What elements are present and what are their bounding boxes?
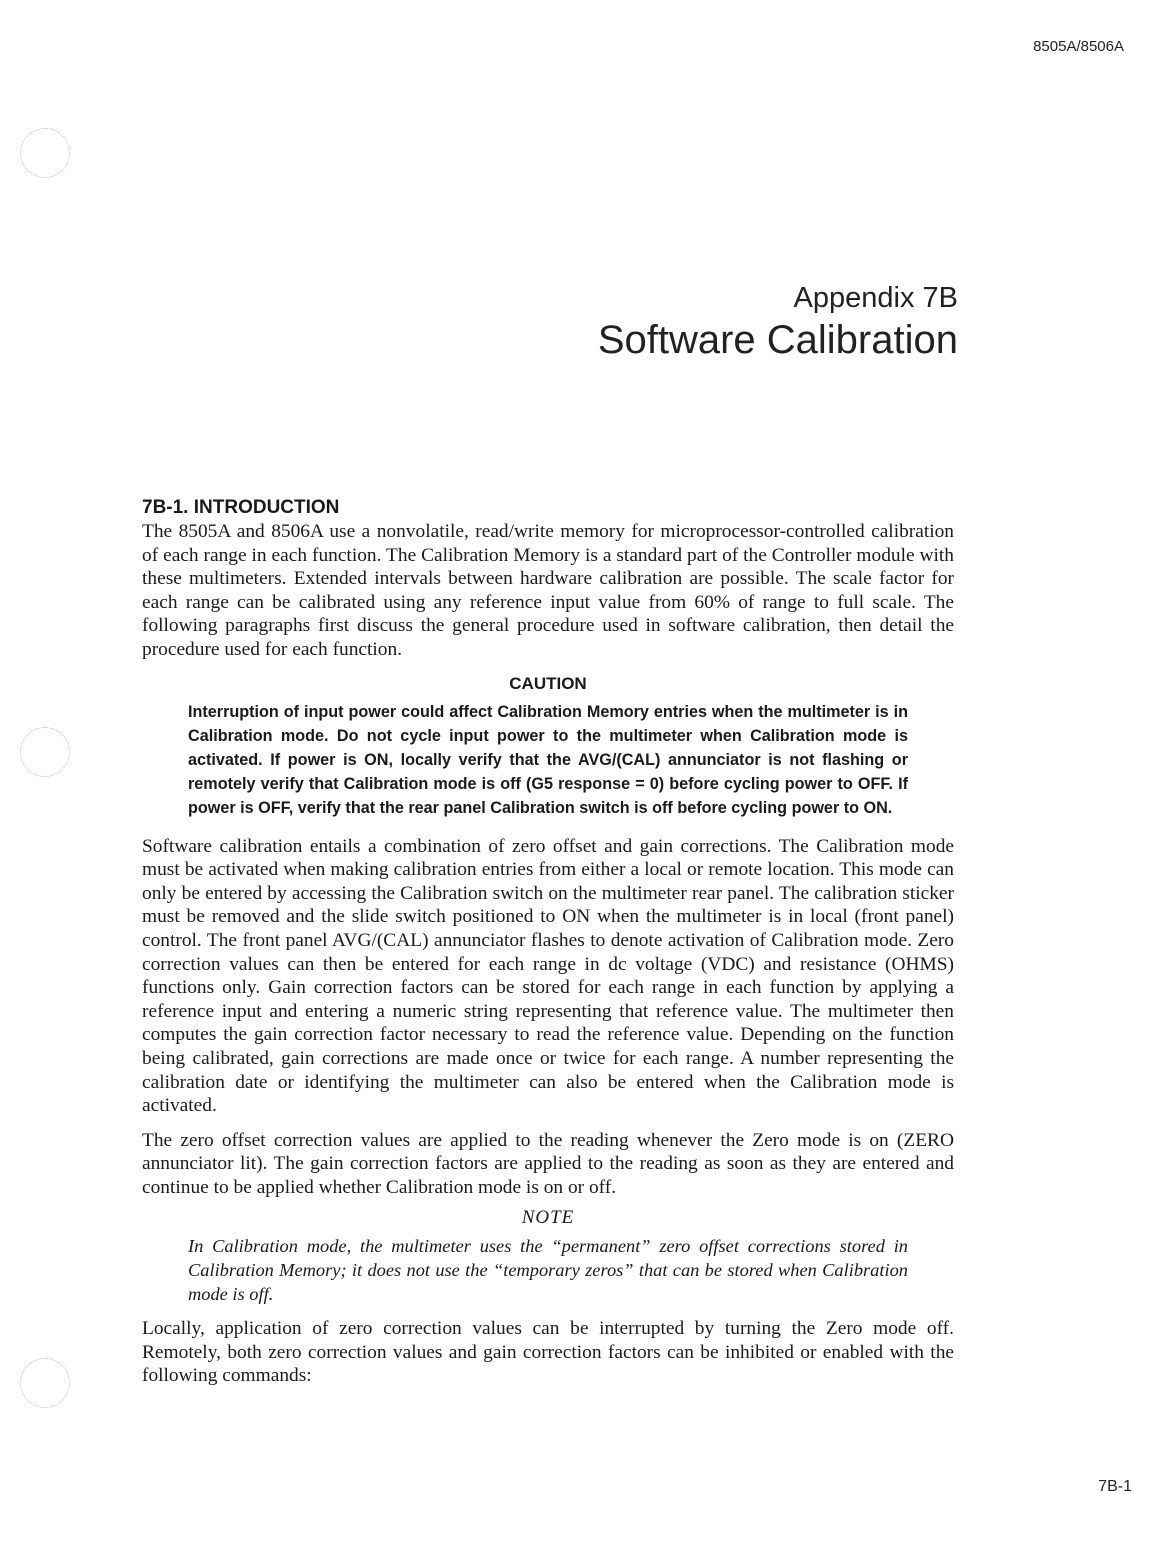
- punch-hole-middle: [20, 727, 70, 777]
- calibration-paragraph: Software calibration entails a combination of zero offset and gain corrections. The Calibration mode must be activated when making calibration entries from either a local or remote location. This mode can only be entered by accessing the Calibration switch on the multimeter rear panel. The calibration sticker must be removed and the slide switch positioned to ON when the multimeter is in local (front panel) control. The front panel AVG/(CAL) annunciator flashes to denote activation of Calibration mode. Zero correction values can then be entered for each range in dc voltage (VDC) and resistance (OHMS) functions only. Gain correction factors can be stored for each range in each function by applying a reference input and entering a numeric string representing that reference value. The multimeter then computes the gain correction factor necessary to read the reference value. Depending on the function being calibrated, gain corrections are made once or twice for each range. A number representing the calibration date or identifying the multimeter can also be entered when the Calibration mode is activated.: [142, 835, 954, 1117]
- punch-hole-top: [20, 128, 70, 178]
- caution-heading: CAUTION: [509, 673, 587, 693]
- caution-text: Interruption of input power could affect Calibration Memory entries when the multimeter is in Calibration mode. Do not cycle input power to the multimeter when Calibration mode is activated. If power is ON, locally verify that the AVG/(CAL) annunciator is not flashing or remotely verify that Calibration mode is off (G5 response = 0) before cycling power to OFF. If power is OFF, verify that the rear panel Calibration switch is off before cycling power to ON.: [188, 702, 908, 818]
- note-text: In Calibration mode, the multimeter uses the “permanent” zero offset corrections stored in Calibration Memory; it does not use the “temporary zeros” that can be stored when Calibration mode is off.: [188, 1236, 908, 1304]
- note-heading: NOTE: [521, 1207, 575, 1229]
- punch-hole-bottom: [20, 1358, 70, 1408]
- appendix-label: Appendix 7B: [793, 282, 958, 314]
- page-title: Software Calibration: [597, 318, 958, 362]
- section-heading: 7B-1. INTRODUCTION: [142, 497, 340, 518]
- page-header-model: 8505A/8506A: [1033, 38, 1124, 55]
- zero-offset-paragraph: The zero offset correction values are applied to the reading whenever the Zero mode is on (ZERO annunciator lit). The gain correction factors are applied to the reading as soon as they are entered and continue to be applied whether Calibration mode is on or off.: [142, 1129, 954, 1198]
- page-number: 7B-1: [1098, 1478, 1132, 1495]
- title-block: [598, 280, 958, 364]
- document-body: [142, 496, 954, 1388]
- intro-paragraph: The 8505A and 8506A use a nonvolatile, read/write memory for microprocessor-controlled calibration of each range in each function. The Calibration Memory is a standard part of the Controller module with these multimeters. Extended intervals between hardware calibration are possible. The scale factor for each range can be calibrated using any reference input value from 60% of range to full scale. The following paragraphs first discuss the general procedure used in software calibration, then detail the procedure used for each function.: [142, 521, 954, 660]
- commands-paragraph: Locally, application of zero correction values can be interrupted by turning the Zero mode off. Remotely, both zero correction values and gain correction factors can be inhibited or enabled with the following commands:: [142, 1318, 954, 1387]
